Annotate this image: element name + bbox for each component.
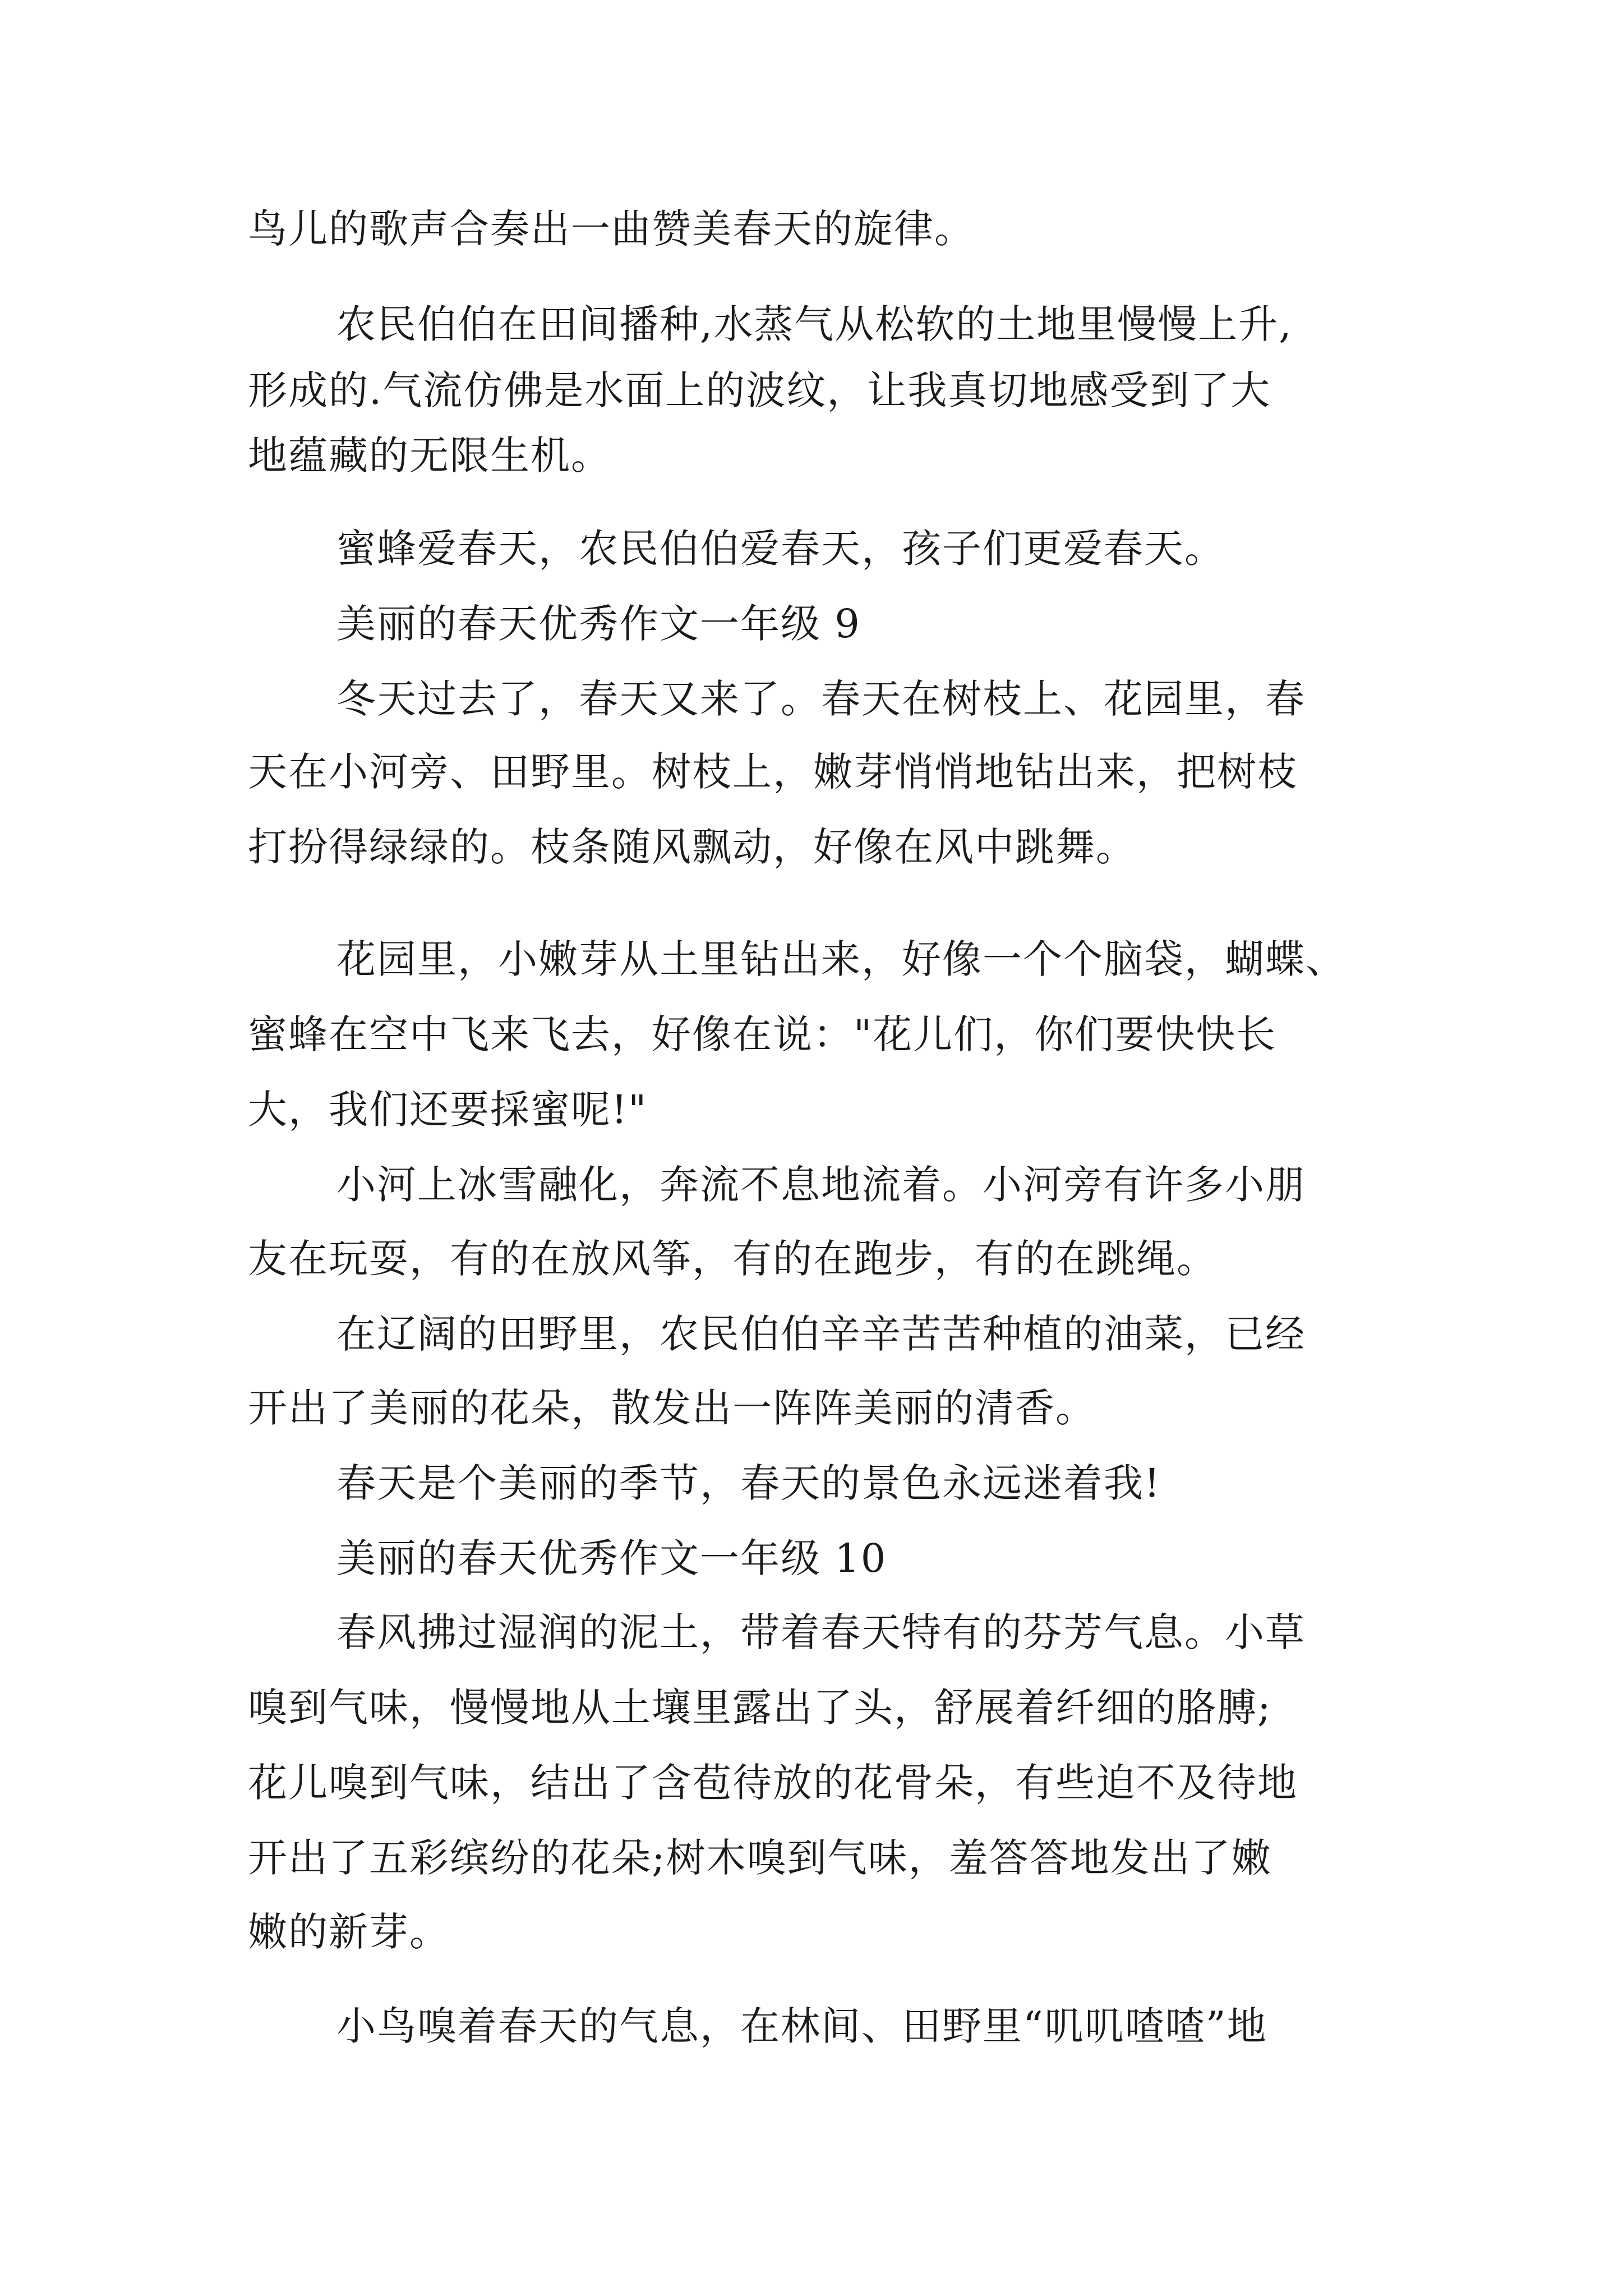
paragraph-line: 天在小河旁、田野里。树枝上，嫩芽悄悄地钻出来，把树枝 (248, 749, 1298, 795)
paragraph-line: 大，我们还要採蜜呢!" (248, 1087, 648, 1133)
paragraph-line: 地蕴藏的无限生机。 (248, 432, 611, 478)
paragraph-line: 春风拂过湿润的泥土，带着春天特有的芬芳气息。小草 (336, 1609, 1306, 1655)
paragraph-line: 花园里，小嫩芽从土里钻出来，好像一个个脑袋，蝴蝶、 (336, 936, 1346, 982)
paragraph-line: 鸟儿的歌声合奏出一曲赞美春天的旋律。 (248, 206, 975, 252)
paragraph-line: 蜜蜂爱春天，农民伯伯爱春天，孩子们更爱春天。 (336, 526, 1225, 572)
paragraph-line: 开出了美丽的花朵，散发出一阵阵美丽的清香。 (248, 1385, 1096, 1431)
paragraph-line: 打扮得绿绿的。枝条随风飘动，好像在风中跳舞。 (248, 824, 1136, 870)
paragraph-line: 开出了五彩缤纷的花朵;树木嗅到气味，羞答答地发出了嫩 (248, 1835, 1272, 1881)
section-heading: 美丽的春天优秀作文一年级 10 (336, 1535, 887, 1581)
paragraph-line: 嗅到气味，慢慢地从土壤里露出了头，舒展着纤细的胳膊; (248, 1685, 1272, 1731)
paragraph-line: 小河上冰雪融化，奔流不息地流着。小河旁有许多小朋 (336, 1162, 1306, 1208)
paragraph-line: 嫩的新芽。 (248, 1909, 450, 1955)
section-heading: 美丽的春天优秀作文一年级 9 (336, 601, 861, 647)
paragraph-line: 春天是个美丽的季节，春天的景色永远迷着我! (336, 1460, 1161, 1506)
paragraph-line: 小鸟嗅着春天的气息，在林间、田野里“叽叽喳喳”地 (336, 2003, 1267, 2049)
paragraph-line: 花儿嗅到气味，结出了含苞待放的花骨朵，有些迫不及待地 (248, 1760, 1298, 1806)
paragraph-line: 冬天过去了，春天又来了。春天在树枝上、花园里，春 (336, 676, 1306, 722)
paragraph-line: 蜜蜂在空中飞来飞去，好像在说："花儿们，你们要快快长 (248, 1011, 1277, 1057)
paragraph-line: 友在玩耍，有的在放风筝，有的在跑步，有的在跳绳。 (248, 1236, 1217, 1282)
paragraph-line: 形成的.气流仿佛是水面上的波纹，让我真切地感受到了大 (248, 367, 1271, 413)
paragraph-line: 农民伯伯在田间播种,水蒸气从松软的土地里慢慢上升, (336, 301, 1293, 347)
paragraph-line: 在辽阔的田野里，农民伯伯辛辛苦苦种植的油菜，已经 (336, 1311, 1306, 1357)
